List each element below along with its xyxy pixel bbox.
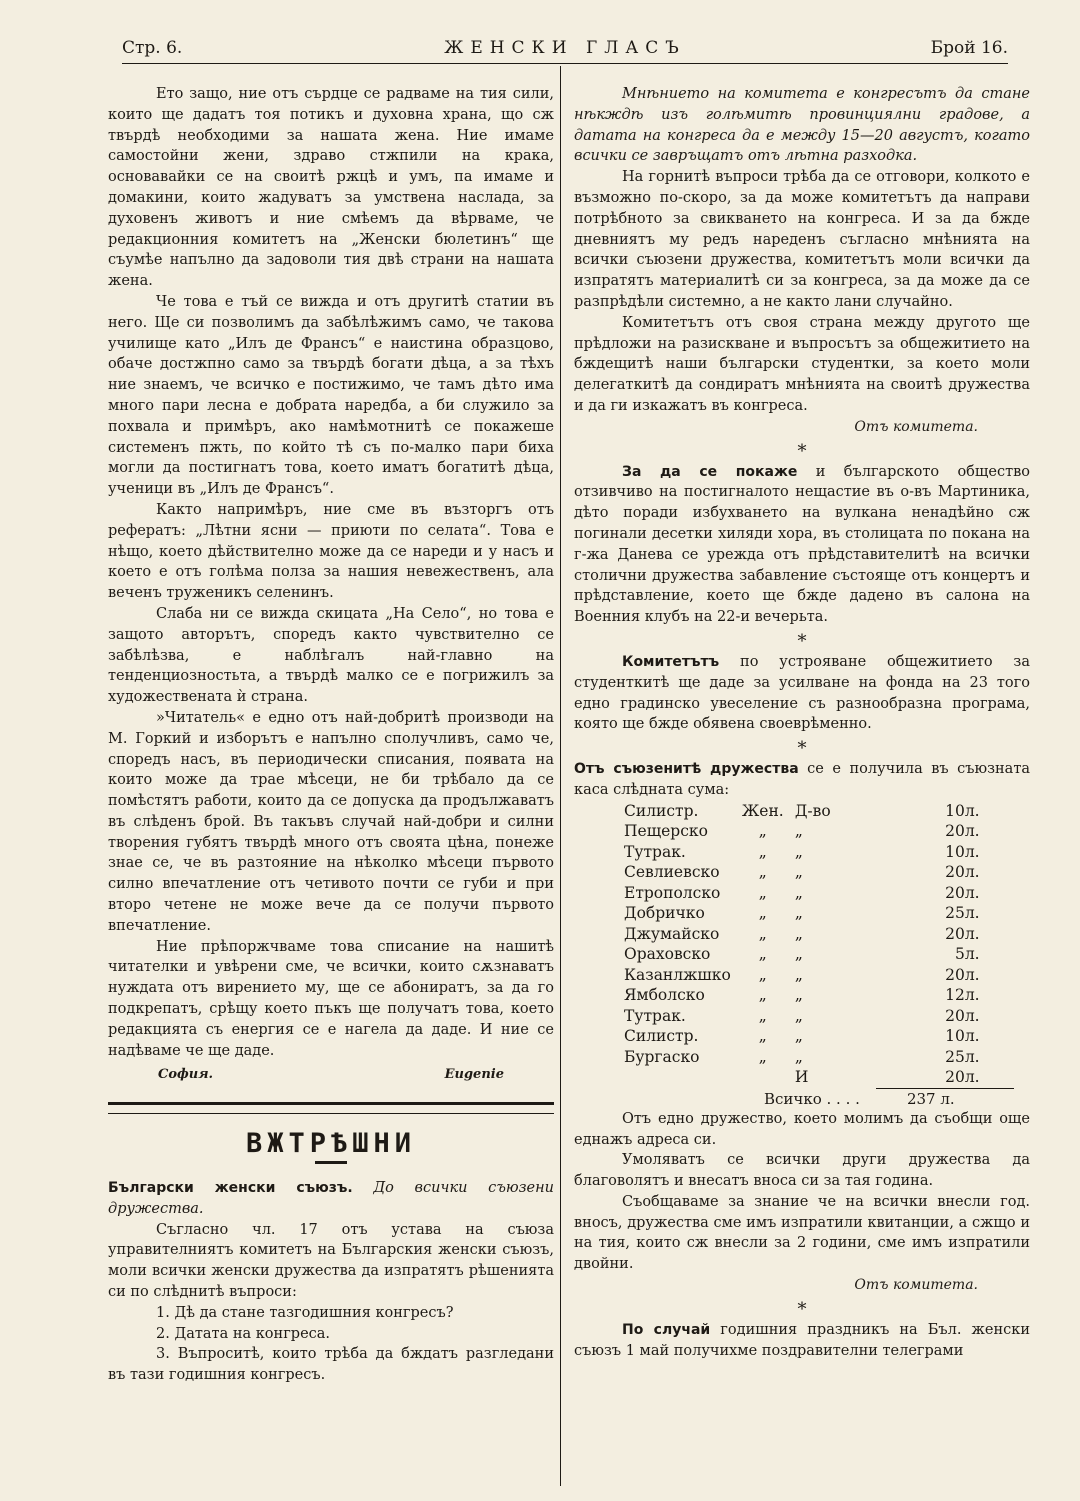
ditto-mark: „ [758, 904, 767, 923]
ditto-mark: „ [794, 945, 803, 964]
signature-author: Eugenie [444, 1067, 504, 1083]
ditto-mark: „ [758, 1047, 767, 1066]
union-name: Български женски съюзъ. [108, 1180, 353, 1197]
amount: 20 [945, 863, 965, 882]
currency: л. [964, 801, 980, 820]
dues-notice [574, 759, 1030, 801]
article-paragraph: Отъ едно дружество, което молимъ да съобщи още еднажъ адреса си. [574, 1110, 1030, 1148]
amount: 10 [945, 1027, 965, 1046]
issue-number: Брой 16. [930, 38, 1008, 58]
union-addressee: До всички съюзени дружества. [108, 1180, 555, 1217]
amount: 20 [945, 924, 965, 943]
right-column [574, 84, 1030, 1361]
notice-lead: За да се покаже [622, 463, 798, 480]
article-paragraph: Съобщаваме за знание че на всички внесли год. вносъ, дружества сме имъ изпратили квитанции, а сжщо и на тия, които сж внесли за 2 години, сме имъ изпратили двойни. [574, 1193, 1030, 1273]
article-paragraph: Слаба ни се вижда скицата „На Село“, но това е защото авторътъ, споредъ както чувствително се забѣлѣзва, е наблѣгалъ най-главно на тенденциозностьта, а твърдѣ малко се е погрижилъ за художествената ѝ страна. [108, 605, 554, 706]
currency: л. [964, 842, 980, 861]
ditto-mark: „ [794, 924, 803, 943]
union-notice-heading [108, 1178, 554, 1220]
dues-row [624, 944, 995, 965]
total-label: Всичко . . . . [764, 1089, 860, 1108]
ditto-mark: „ [794, 986, 803, 1005]
page-header [122, 30, 1008, 64]
notice-text: по устрояване общежитиетo за студенткитѣ ще даде за усилване на фонда на 23 того едно градинско увеселение съ разнообразна програма, която ще бжде обявена своеврѣменно. [574, 653, 1030, 733]
article-signature [108, 1061, 554, 1086]
amount: 5 [954, 945, 965, 964]
dues-total [764, 1089, 1030, 1109]
separator-star: * [797, 440, 807, 462]
martinique-notice [574, 462, 1030, 628]
society-name: Силистр. [624, 1027, 699, 1046]
dues-row [624, 1047, 995, 1068]
page-number: Стр. 6. [122, 38, 183, 58]
question-item: 1. Дѣ да стане тазгодишния конгресъ? [156, 1304, 454, 1321]
currency: л. [964, 883, 980, 902]
dues-row [624, 1067, 995, 1088]
section-divider [108, 1102, 554, 1114]
article-paragraph: На горнитѣ въпроси трѣба да се отговори, колкото е възможно по-скоро, за да може комитетътъ да направи потрѣбното за свикването на конгреса. И за да бжде дневниятъ му редъ нареденъ съгласно мнѣнията на всички съюзени дружества, комитетътъ моли всички да изпратятъ материалитѣ си за конгреса, за да може да се разпрѣдѣли системно, а не както лани случайно. [574, 169, 1030, 310]
ditto-mark: Д-во [794, 801, 831, 820]
society-name: Севлиевско [624, 863, 720, 882]
ditto-mark: „ [794, 842, 803, 861]
notice-lead: Отъ съюзенитѣ дружества [574, 761, 799, 778]
committee-signature: Отъ комитета. [854, 1277, 978, 1294]
ditto-mark: „ [758, 986, 767, 1005]
left-column [108, 84, 554, 1386]
article-paragraph: Ние прѣпоржчваме това списание на нашитѣ читателки и увѣрени сме, че всички, които сѫзнаватъ нуждата отъ вирението му, ще се абониратъ, за да го подкрепатъ, срѣщу което пъкъ ще получатъ това, което редакцията съ енергия се е нагела да даде. И ние се надѣваме че ще даде. [108, 938, 554, 1059]
notice-lead: Комитетътъ [622, 653, 720, 670]
society-name: Тутрак. [624, 842, 686, 861]
society-name: Етрополско [624, 883, 721, 902]
separator-star: * [797, 630, 807, 652]
ditto-mark: И [794, 1068, 809, 1087]
currency: л. [964, 863, 980, 882]
article-paragraph: Ето защо, ние отъ сърдце се радваме на тия сили, които ще дадатъ тоя потикъ и духовна храна, що сж твърдѣ необходими за нашата жена. Ние имаме самостойни жени, здраво стжпили на крака, основавайки се на своитѣ ржцѣ и умъ, па имаме и домакини, които жадуватъ за умствена наслада, за духовенъ животъ и ние смѣемъ да вѣрваме, че редакционния комитетъ на „Женски бюлетинъ“ ще съумѣе напълно да задоволи тия двѣ страни на нашата жена. [108, 86, 554, 290]
committee-signature: Отъ комитета. [854, 418, 978, 435]
society-name: Казанлжшко [624, 965, 731, 984]
dues-row [624, 801, 995, 822]
amount: 20 [945, 1006, 965, 1025]
dues-row [624, 1006, 995, 1027]
notice-lead: По случай [622, 1321, 711, 1338]
ditto-mark: „ [794, 1047, 803, 1066]
article-paragraph: »Читатель« е едно отъ най-добритѣ производи на М. Горкий и изборътъ е напълно сполучливъ, само че, споредъ насъ, въ периодически списания, появата на които може да трае мѣсеци, не би трѣбало да се помѣстятъ работи, които да се допуска да продължаватъ въ слѣденъ брой. Въ такъвъ случай най-добри и силни творения губятъ твърдѣ много отъ своята цѣна, понеже знае се, че въ разтояние на нѣколко мѣсеци първото силно впечатление отъ четивото почти се губи и при второ четене не може вече да се получи първото впечатление. [108, 709, 554, 934]
currency: л. [964, 1047, 980, 1066]
society-name: Ораховско [624, 945, 711, 964]
currency: л. [964, 924, 980, 943]
currency: л. [964, 1068, 980, 1087]
society-name: Тутрак. [624, 1006, 686, 1025]
society-name: Добричко [624, 904, 705, 923]
dormitory-notice [574, 652, 1030, 735]
header-rule [122, 63, 1008, 64]
article-paragraph: Както напримѣръ, ние сме въ възторгъ отъ рефератъ: „Лѣтни ясни — приюти по селата“. Това е нѣщо, което дѣйствително може да се нареди и у насъ и което е отъ голѣма полза за нашия невежественъ, ала веченъ труженикъ селенинъ. [108, 501, 554, 602]
dues-row [624, 985, 995, 1006]
article-paragraph: Комитетътъ отъ своя страна между другото ще прѣдложи на разискване и въпросътъ за общежитието на бждещитѣ наши български студентки, за което моли делегаткитѣ да сондиратъ мнѣнията на своитѣ дружества и да ги изкажатъ въ конгреса. [574, 314, 1030, 414]
currency: л. [964, 986, 980, 1005]
title-ornament [315, 1161, 347, 1164]
dues-row [624, 842, 995, 863]
ditto-mark: „ [758, 822, 767, 841]
ditto-mark: „ [794, 1006, 803, 1025]
dues-table [624, 801, 995, 1088]
ditto-mark: „ [794, 822, 803, 841]
currency: л. [964, 965, 980, 984]
ditto-mark: „ [758, 842, 767, 861]
amount: 25 [945, 904, 965, 923]
committee-opinion: Мнѣнието на комитета е конгресътъ да стане нѣкждѣ изъ голѣмитѣ провинциялни градове, а датата на конгреса да е между 15—20 августъ, когато всички се завръщатъ отъ лѣтна разходка. [574, 86, 1030, 165]
separator-star: * [797, 1298, 807, 1320]
society-name [624, 1067, 731, 1088]
society-name: Бургаско [624, 1047, 700, 1066]
total-value: 237 л. [906, 1089, 955, 1108]
dues-row [624, 903, 995, 924]
dues-row [624, 821, 995, 842]
ditto-mark: „ [758, 883, 767, 902]
dues-row [624, 924, 995, 945]
society-name: Джумайско [624, 924, 720, 943]
dues-row [624, 883, 995, 904]
dues-row [624, 1026, 995, 1047]
notice-text: годишния праздникъ на Бъл. женски съюзъ 1 май получихме поздравителни телеграми [574, 1321, 1030, 1359]
ditto-mark: „ [794, 883, 803, 902]
amount: 12 [945, 986, 965, 1005]
amount: 25 [945, 1047, 965, 1066]
question-item: 2. Датата на конгреса. [156, 1325, 331, 1342]
ditto-mark: „ [758, 945, 767, 964]
separator-star: * [797, 738, 807, 760]
amount: 20 [945, 822, 965, 841]
ditto-mark [731, 1067, 795, 1088]
amount: 20 [945, 883, 965, 902]
society-name: Силистр. [624, 801, 699, 820]
amount: 20 [945, 1068, 965, 1087]
article-paragraph: Че това е тъй се вижда и отъ другитѣ статии въ него. Ще си позволимъ да забѣлѣжимъ само, че такова училище като „Илъ де Франсъ“ е наистина образцово, обаче достжпно само за твърдѣ богати дѣца, а за тѣхъ ние знаемъ, че всичко е постижимо, че тамъ дѣто има много пари лесна е добрата наредба, а би служило за похвала и примѣръ, ако намѣмотнитѣ се покажеше системенъ пжть, по който тѣ съ по-малко пари биха могли да постигнатъ това, което иматъ богатитѣ дѣца, ученици въ „Илъ де Франсъ“. [108, 293, 554, 498]
anniversary-notice [574, 1320, 1030, 1362]
section-title: ВЖТРѢШНИ [245, 1128, 417, 1160]
signature-place: София. [158, 1067, 214, 1083]
currency: л. [964, 822, 980, 841]
notice-text: се е получила въ съюзната каса слѣдната сума: [574, 761, 1030, 798]
society-name: Ямболско [624, 986, 705, 1005]
society-name: Пещерско [624, 822, 708, 841]
article-paragraph: Умоляватъ се всички други дружества да благоволятъ и внесатъ вноса си за тая година. [574, 1152, 1030, 1190]
notice-text: и българското общество отзивчиво на постигналото нещастие въ о-въ Мартиника, дѣто поради избухването на вулкана ненадѣйно сж погинали десетки хиляди хора, въ столицата по покана на г-жа Данева се урежда отъ прѣдставителитѣ на всички столични дружества забавление състояще отъ концертъ и прѣдставление, което ще бжде дадено въ салона на Военния клубъ на 22-и вечерьта. [574, 463, 1031, 626]
amount: 20 [945, 965, 965, 984]
ditto-mark: „ [758, 965, 767, 984]
column-divider [560, 66, 561, 1486]
currency: л. [964, 904, 980, 923]
union-notice-text: Съгласно чл. 17 отъ устава на съюза управителниятъ комитетъ на Българския женски съюзъ, моли всички женски дружества да изпратятъ рѣшенията си по слѣднитѣ въпроси: [108, 1221, 554, 1301]
dues-row [624, 965, 995, 986]
newspaper-title: ЖЕНСКИ ГЛАСЪ [444, 38, 686, 58]
ditto-mark: „ [758, 1006, 767, 1025]
ditto-mark: „ [758, 1027, 767, 1046]
ditto-mark: „ [794, 1027, 803, 1046]
dues-row [624, 862, 995, 883]
ditto-mark: „ [758, 924, 767, 943]
ditto-mark: „ [794, 863, 803, 882]
amount: 10 [945, 801, 965, 820]
currency: л. [964, 945, 980, 964]
currency: л. [964, 1027, 980, 1046]
ditto-mark: „ [758, 863, 767, 882]
currency: л. [964, 1006, 980, 1025]
ditto-mark: „ [794, 965, 803, 984]
question-item: 3. Въпроситѣ, които трѣба да бждатъ разгледани въ тази годишния конгресъ. [108, 1346, 554, 1384]
ditto-mark: Жен. [741, 801, 784, 820]
ditto-mark: „ [794, 904, 803, 923]
amount: 10 [945, 842, 965, 861]
